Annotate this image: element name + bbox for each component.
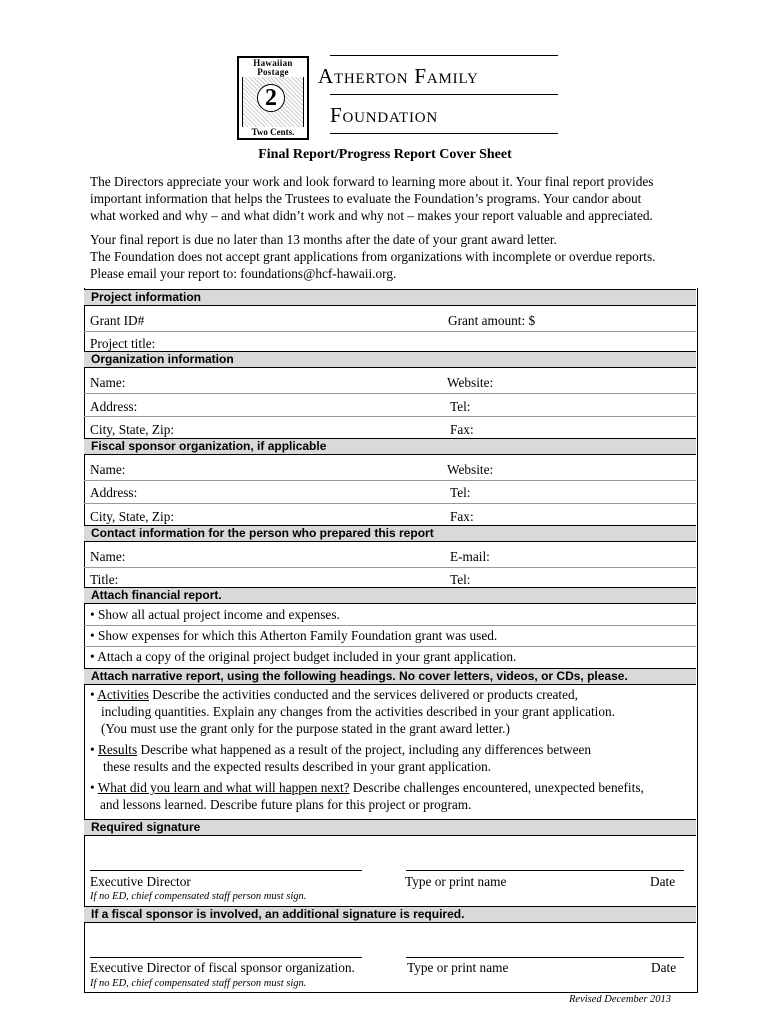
- contact-name-label: Name:: [90, 549, 126, 564]
- signature-note: If no ED, chief compensated staff person must sign.: [90, 891, 307, 902]
- section-header-narrative: [84, 668, 696, 685]
- list-item-results: [90, 741, 591, 758]
- activities-text: Describe the activities conducted and the services delivered or products created,: [148, 687, 578, 702]
- org-tel-label: Tel:: [450, 399, 471, 414]
- revision-note: Revised December 2013: [569, 994, 672, 1005]
- stamp-top-text: Hawaiian Postage: [241, 59, 305, 77]
- list-item: [90, 627, 497, 644]
- section-header-label: Required signature: [91, 820, 201, 834]
- logo-rule-top: [330, 55, 558, 56]
- section-header-label: Attach narrative report, using the following headings. No cover letters, videos, or CDs, please.: [91, 669, 628, 683]
- intro-line: The Directors appreciate your work and look forward to learning more about it. Your final report provides: [90, 174, 654, 189]
- section-header-fiscal-sponsor: [84, 438, 696, 455]
- page-title: Final Report/Progress Report Cover Sheet: [258, 147, 512, 162]
- sponsor-signature-line[interactable]: [90, 957, 362, 958]
- org-address-label: Address:: [90, 399, 138, 414]
- section-header-label: Organization information: [91, 352, 234, 366]
- bullet-icon: •: [90, 628, 95, 643]
- grant-amount-label: Grant amount: $: [448, 313, 536, 328]
- learn-text-line: and lessons learned. Describe future plans for this project or program.: [100, 797, 472, 812]
- logo-name-line1: Atherton Family: [318, 64, 479, 88]
- sponsor-signature-note: If no ED, chief compensated staff person must sign.: [90, 978, 307, 989]
- org-name-label: Name:: [90, 375, 126, 390]
- list-item-activities: [90, 686, 578, 703]
- activities-text-line: including quantities. Explain any changes from the activities described in your grant application.: [101, 704, 616, 719]
- bullet-text: Show all actual project income and expenses.: [97, 607, 340, 622]
- logo-rule-bottom: [330, 133, 558, 134]
- activities-text-line: (You must use the grant only for the purpose stated in the grant award letter.): [101, 721, 510, 736]
- due-paragraph: [90, 231, 690, 282]
- contact-title-label: Title:: [90, 572, 119, 587]
- contact-tel-label: Tel:: [450, 572, 471, 587]
- fiscal-address-label: Address:: [90, 485, 138, 500]
- type-name-label: Type or print name: [405, 874, 507, 889]
- row-divider: [84, 625, 696, 626]
- row-divider: [84, 646, 696, 647]
- activities-heading: Activities: [97, 687, 149, 702]
- section-header-label: Attach financial report.: [91, 588, 222, 602]
- print-name-line[interactable]: [406, 870, 684, 871]
- section-header-label: Project information: [91, 290, 202, 304]
- bullet-text: Attach a copy of the original project budget included in your grant application.: [97, 649, 517, 664]
- results-text-line: these results and the expected results described in your grant application.: [103, 759, 492, 774]
- list-item: [90, 648, 516, 665]
- due-line: Please email your report to: foundations@hcf-hawaii.org.: [90, 266, 397, 281]
- bullet-icon: •: [90, 687, 95, 702]
- row-divider: [84, 480, 696, 481]
- section-header-label: If a fiscal sponsor is involved, an additional signature is required.: [91, 907, 465, 921]
- sponsor-print-name-line[interactable]: [406, 957, 684, 958]
- org-fax-label: Fax:: [450, 422, 474, 437]
- row-divider: [84, 416, 696, 417]
- sponsor-type-name-label: Type or print name: [407, 960, 509, 975]
- date-label: Date: [650, 874, 676, 889]
- org-city-label: City, State, Zip:: [90, 422, 175, 437]
- intro-line: what worked and why – and what didn’t work and why not – makes your report valuable and appreciated.: [90, 208, 653, 223]
- fiscal-tel-label: Tel:: [450, 485, 471, 500]
- contact-email-label: E-mail:: [450, 549, 490, 564]
- learn-text: Describe challenges encountered, unexpected benefits,: [349, 780, 644, 795]
- section-header-organization: [84, 351, 696, 368]
- section-header-contact: [84, 525, 696, 542]
- results-text: Describe what happened as a result of the project, including any differences between: [137, 742, 592, 757]
- due-line: Your final report is due no later than 13 months after the date of your grant award letter.: [90, 232, 557, 247]
- section-header-label: Fiscal sponsor organization, if applicable: [91, 439, 327, 453]
- bullet-icon: •: [90, 607, 95, 622]
- section-header-financial: [84, 587, 696, 604]
- fiscal-name-label: Name:: [90, 462, 126, 477]
- executive-director-label: Executive Director: [90, 874, 191, 889]
- row-divider: [84, 393, 696, 394]
- intro-line: important information that helps the Trustees to evaluate the Foundation’s programs. Your candor about: [90, 191, 642, 206]
- sponsor-director-label: Executive Director of fiscal sponsor organization.: [90, 960, 355, 975]
- grant-id-label: Grant ID#: [90, 313, 145, 328]
- due-line: The Foundation does not accept grant applications from organizations with incomplete or overdue reports.: [90, 249, 656, 264]
- org-website-label: Website:: [447, 375, 494, 390]
- stamp-number: 2: [257, 84, 285, 112]
- fiscal-website-label: Website:: [447, 462, 494, 477]
- learn-heading: What did you learn and what will happen next?: [97, 780, 350, 795]
- bullet-icon: •: [90, 649, 95, 664]
- row-divider: [84, 567, 696, 568]
- results-heading: Results: [97, 742, 138, 757]
- section-header-project: [84, 289, 696, 306]
- list-item-learn: [90, 779, 644, 796]
- project-title-label: Project title:: [90, 336, 156, 351]
- intro-paragraph: [90, 173, 690, 224]
- bullet-icon: •: [90, 742, 95, 757]
- fiscal-fax-label: Fax:: [450, 509, 474, 524]
- logo-name-line2: Foundation: [330, 103, 439, 127]
- list-item: [90, 606, 340, 623]
- section-header-label: Contact information for the person who prepared this report: [91, 526, 434, 540]
- sponsor-date-label: Date: [651, 960, 677, 975]
- stamp-logo: [237, 56, 309, 140]
- signature-line[interactable]: [90, 870, 362, 871]
- logo-rule-middle: [330, 94, 558, 95]
- fiscal-city-label: City, State, Zip:: [90, 509, 175, 524]
- row-divider: [84, 503, 696, 504]
- row-divider: [84, 331, 696, 332]
- stamp-bottom-text: Two Cents.: [241, 127, 305, 137]
- section-header-signature: [84, 819, 696, 836]
- bullet-icon: •: [90, 780, 95, 795]
- bullet-text: Show expenses for which this Atherton Family Foundation grant was used.: [97, 628, 498, 643]
- section-header-sponsor-signature: [84, 906, 696, 923]
